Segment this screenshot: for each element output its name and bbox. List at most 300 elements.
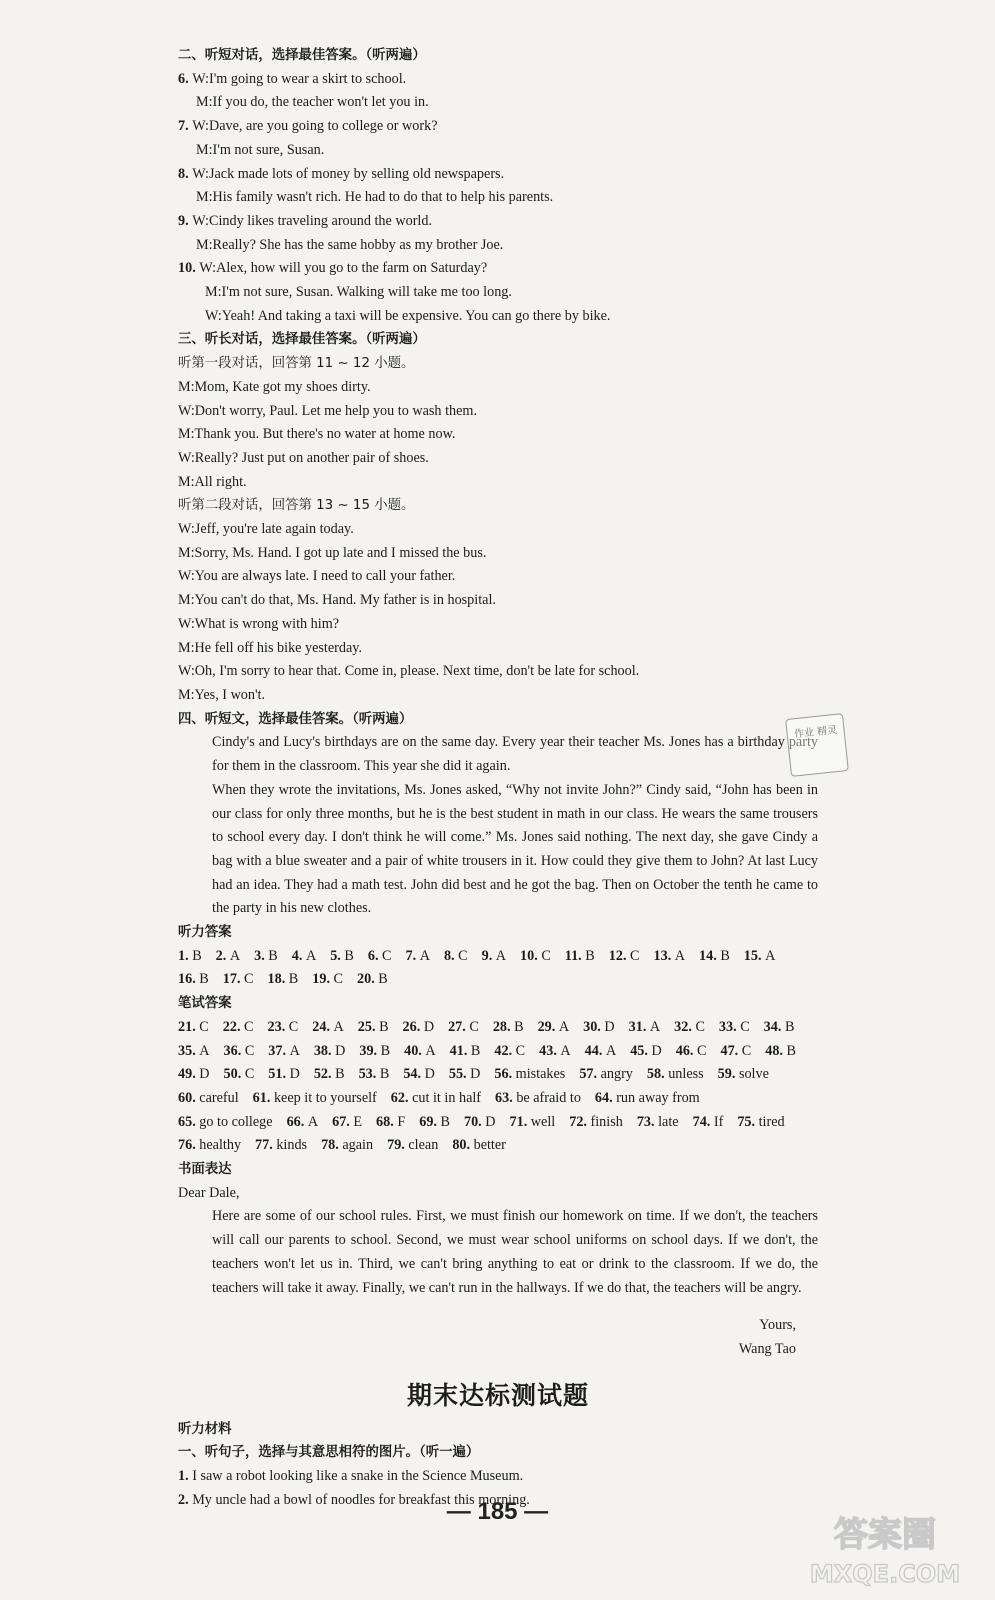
section-3-header: 三、听长对话，选择最佳答案。（听两遍） <box>178 332 426 348</box>
long-dialogue-2-intro: 听第二段对话，回答第 13 ~ 15 小题。 <box>178 498 415 514</box>
answer-item <box>178 1087 239 1111</box>
answer-value: better <box>473 1137 506 1154</box>
answer-item <box>744 945 776 969</box>
answer-value: C <box>382 947 392 964</box>
answer-value: C <box>695 1018 705 1035</box>
answer-number: 43. <box>539 1042 561 1059</box>
section-1-header: 一、听句子，选择与其意思相符的图片。（听一遍） <box>178 1445 480 1461</box>
answer-item <box>178 968 209 992</box>
answer-number: 65. <box>178 1113 200 1130</box>
answer-number: 3. <box>254 947 269 964</box>
answer-number: 80. <box>452 1137 474 1154</box>
answer-number: 46. <box>675 1042 697 1059</box>
answer-value: B <box>470 1042 481 1059</box>
answer-value: A <box>649 1018 661 1035</box>
sentence-text: I saw a robot looking like a snake in the Science Museum. <box>192 1468 524 1485</box>
answer-value: A <box>305 947 317 964</box>
answer-number: 55. <box>448 1066 471 1083</box>
answer-number: 68. <box>376 1113 398 1130</box>
answer-value: go to college <box>199 1113 273 1130</box>
answer-number: 79. <box>387 1137 409 1154</box>
answer-number: 52. <box>313 1066 336 1083</box>
question-number: 7. <box>178 118 193 135</box>
answer-item <box>583 1016 615 1040</box>
answer-item <box>629 1016 661 1040</box>
answer-item <box>268 968 299 992</box>
question-number: 2. <box>178 1491 193 1508</box>
answer-value: A <box>560 1042 571 1059</box>
answer-item <box>359 1040 390 1064</box>
answer-value: C <box>741 1042 752 1059</box>
exam-title: 期末达标测试题 <box>406 1380 589 1410</box>
answer-number: 78. <box>321 1137 343 1154</box>
answer-item <box>464 1111 496 1135</box>
answer-item <box>178 945 202 969</box>
answer-number: 36. <box>223 1042 245 1059</box>
answer-number: 23. <box>267 1018 289 1035</box>
answer-number: 9. <box>481 947 496 964</box>
answer-value: B <box>514 1018 524 1035</box>
listening-answers <box>178 945 818 992</box>
dialogue-line <box>178 210 818 234</box>
dialogue-line: M:All right. <box>178 473 247 490</box>
section-2-header: 二、听短对话，选择最佳答案。（听两遍） <box>178 48 426 63</box>
answer-value: B <box>720 947 730 964</box>
answer-value: angry <box>600 1066 633 1083</box>
answer-item <box>630 1040 662 1064</box>
answer-number: 12. <box>608 947 631 964</box>
long-dialogue-2 <box>178 518 818 708</box>
answer-item <box>510 1111 556 1135</box>
written-answers <box>178 1016 818 1158</box>
dialogue-text: W:Jack made lots of money by selling old newspapers. <box>192 165 505 182</box>
answer-item <box>595 1087 700 1111</box>
answer-number: 4. <box>291 947 306 964</box>
answer-value: C <box>469 1018 479 1035</box>
dialogue-line: M:Yes, I won't. <box>178 686 266 703</box>
question-number: 8. <box>178 165 193 182</box>
answer-item <box>268 1040 300 1064</box>
dialogue-line: M:His family wasn't rich. He had to do that to help his parents. <box>196 189 554 206</box>
answer-item <box>419 1111 450 1135</box>
answer-item <box>268 1016 299 1040</box>
answer-number: 63. <box>495 1089 517 1106</box>
dialogue-line: W:Yeah! And taking a taxi will be expensive. You can go there by bike. <box>205 307 611 324</box>
dialogue-line: M:Sorry, Ms. Hand. I got up late and I missed the bus. <box>178 544 487 561</box>
passage-text-2: When they wrote the invitations, Ms. Jones asked, “Why not invite John?” Cindy said, “John has been in our class for only three months, but he is the best student in math in our class. He wears the same trousers to school every day. I don't think he will come.” Ms. Jones said nothing. The next day, she gave Cindy a bag with a blue sweater and a pair of white trousers in it. How could they give them to John? At last Lucy had an idea. They had a math test. John did best and he got the bag. Then on October the tenth he came to the party in his new clothes. <box>212 781 818 917</box>
answer-number: 6. <box>367 947 383 964</box>
answer-item <box>718 1063 769 1087</box>
answer-value: A <box>674 947 686 964</box>
answer-value: C <box>333 971 343 988</box>
answer-value: clean <box>408 1137 439 1154</box>
answer-value: A <box>289 1042 300 1059</box>
answer-value: B <box>192 947 202 964</box>
dialogue-line: M:I'm not sure, Susan. Walking will take me too long. <box>205 284 512 301</box>
answer-value: D <box>335 1042 346 1059</box>
long-dialogue-1-intro: 听第一段对话，回答第 11 ~ 12 小题。 <box>178 356 415 372</box>
answer-item <box>223 968 254 992</box>
answer-item <box>444 945 468 969</box>
answer-number: 18. <box>267 971 289 988</box>
dialogue-text: W:I'm going to wear a skirt to school. <box>192 70 407 87</box>
answer-number: 10. <box>520 947 542 964</box>
answer-item <box>314 1040 346 1064</box>
answer-item <box>178 1016 209 1040</box>
answer-value: A <box>229 947 241 964</box>
answer-item <box>403 1016 435 1040</box>
answer-number: 2. <box>215 947 230 964</box>
material-header: 听力材料 <box>178 1421 232 1437</box>
answer-item <box>376 1111 405 1135</box>
answer-value: B <box>288 971 299 988</box>
answer-item <box>254 945 278 969</box>
answer-number: 62. <box>390 1089 413 1106</box>
answer-number: 30. <box>583 1018 605 1035</box>
answer-value: F <box>397 1113 406 1130</box>
answer-value: B <box>380 1042 391 1059</box>
page-number: — 185 — <box>446 1498 549 1525</box>
answer-number: 61. <box>252 1089 274 1106</box>
answer-item <box>321 1134 373 1158</box>
answer-value: well <box>530 1113 556 1130</box>
answer-value: B <box>440 1113 450 1130</box>
answer-item <box>647 1063 704 1087</box>
answer-item <box>579 1063 633 1087</box>
answer-item <box>452 1134 506 1158</box>
answer-item <box>330 945 354 969</box>
answer-value: A <box>425 1042 436 1059</box>
answer-item <box>312 968 343 992</box>
passage-text-1: Cindy's and Lucy's birthdays are on the same day. Every year their teacher Ms. Jones has a birthday party for them in the classroom. This year she did it again. <box>212 734 818 775</box>
answer-item <box>493 1016 524 1040</box>
answer-value: C <box>244 1066 255 1083</box>
answer-value: D <box>423 1018 435 1035</box>
answer-number: 77. <box>255 1137 277 1154</box>
answer-item <box>404 1040 436 1064</box>
answer-item <box>178 1040 210 1064</box>
answer-value: be afraid to <box>516 1089 581 1106</box>
answer-number: 14. <box>699 947 721 964</box>
answer-number: 71. <box>509 1113 531 1130</box>
answer-value: B <box>335 1066 345 1083</box>
answer-value: C <box>541 947 551 964</box>
writing-header: 书面表达 <box>178 1162 232 1178</box>
answer-value: D <box>470 1066 481 1083</box>
answer-number: 56. <box>494 1066 516 1083</box>
answer-number: 44. <box>584 1042 606 1059</box>
answer-number: 19. <box>312 971 334 988</box>
answer-number: 28. <box>492 1018 515 1035</box>
answer-item <box>539 1040 571 1064</box>
answer-number: 13. <box>653 947 675 964</box>
answer-item <box>737 1111 784 1135</box>
answer-item <box>609 945 640 969</box>
answer-number: 20. <box>357 971 379 988</box>
answer-item <box>268 1063 300 1087</box>
answer-item <box>495 1087 581 1111</box>
answer-number: 15. <box>743 947 766 964</box>
answer-item <box>538 1016 570 1040</box>
answer-number: 67. <box>332 1113 354 1130</box>
answer-number: 16. <box>178 971 200 988</box>
answer-value: A <box>199 1042 210 1059</box>
answer-item <box>224 1040 255 1064</box>
answer-value: B <box>344 947 354 964</box>
answer-item <box>699 945 730 969</box>
answer-value: late <box>658 1113 679 1130</box>
answer-number: 51. <box>268 1066 290 1083</box>
answer-number: 37. <box>268 1042 290 1059</box>
stamp-logo <box>785 713 849 777</box>
answer-value: A <box>495 947 507 964</box>
answer-number: 75. <box>737 1113 759 1130</box>
answer-value: A <box>605 1042 617 1059</box>
answer-item <box>368 945 392 969</box>
answer-number: 17. <box>222 971 245 988</box>
answer-item <box>565 945 595 969</box>
answer-number: 22. <box>222 1018 245 1035</box>
answer-value: C <box>630 947 640 964</box>
answer-item <box>357 968 388 992</box>
answer-value: D <box>485 1113 496 1130</box>
answer-number: 74. <box>692 1113 714 1130</box>
answer-item <box>482 945 506 969</box>
answer-number: 26. <box>402 1018 424 1035</box>
answer-number: 66. <box>286 1113 308 1130</box>
dialogue-line: M:I'm not sure, Susan. <box>196 141 325 158</box>
answer-value: A <box>765 947 776 964</box>
letter-greeting: Dear Dale, <box>178 1184 240 1201</box>
answer-number: 39. <box>359 1042 381 1059</box>
answer-value: C <box>199 1018 209 1035</box>
dialogue-line <box>178 68 818 92</box>
answer-value: mistakes <box>515 1066 566 1083</box>
answer-item <box>359 1063 390 1087</box>
answer-item <box>223 1016 254 1040</box>
answer-item <box>178 1111 273 1135</box>
question-number: 10. <box>178 260 200 277</box>
answer-value: B <box>379 1066 390 1083</box>
answer-item <box>719 1016 750 1040</box>
answer-item <box>720 1040 751 1064</box>
answer-value: C <box>740 1018 750 1035</box>
dialogue-line: M:Mom, Kate got my shoes dirty. <box>178 378 371 395</box>
answer-number: 27. <box>448 1018 470 1035</box>
answer-value: unless <box>668 1066 704 1083</box>
answer-value: C <box>244 971 254 988</box>
answer-item <box>406 945 430 969</box>
answer-number: 58. <box>646 1066 669 1083</box>
answer-number: 24. <box>312 1018 334 1035</box>
dialogue-line: M:If you do, the teacher won't let you in. <box>196 94 429 111</box>
answer-value: D <box>651 1042 662 1059</box>
answer-value: B <box>268 947 278 964</box>
answer-item <box>494 1063 565 1087</box>
answer-item <box>569 1111 623 1135</box>
answer-item <box>585 1040 617 1064</box>
dialogue-line: W:Jeff, you're late again today. <box>178 521 354 538</box>
written-answers-header: 笔试答案 <box>178 996 232 1012</box>
answer-value: B <box>585 947 595 964</box>
answer-value: C <box>244 1042 255 1059</box>
question-number: 6. <box>178 70 193 87</box>
answer-number: 31. <box>628 1018 650 1035</box>
answer-item <box>178 1134 241 1158</box>
answer-item <box>676 1040 707 1064</box>
passage-paragraph-1 <box>178 731 818 778</box>
answer-item <box>292 945 316 969</box>
answer-number: 11. <box>564 947 586 964</box>
dialogue-line: M:He fell off his bike yesterday. <box>178 639 362 656</box>
answer-item <box>448 1016 479 1040</box>
answer-number: 41. <box>449 1042 471 1059</box>
answer-value: kinds <box>276 1137 308 1154</box>
answer-number: 25. <box>357 1018 380 1035</box>
svg-text:答案圈: 答案圈 <box>834 1515 936 1555</box>
watermark-logo <box>790 1508 980 1594</box>
answer-item <box>314 1063 345 1087</box>
dialogue-line <box>178 163 818 187</box>
answer-value: C <box>288 1018 299 1035</box>
answer-value: C <box>244 1018 254 1035</box>
answer-value: B <box>784 1018 795 1035</box>
dialogue-line: W:What is wrong with him? <box>178 615 340 632</box>
answer-number: 50. <box>223 1066 245 1083</box>
answer-number: 1. <box>178 947 193 964</box>
dialogue-line: W:Oh, I'm sorry to hear that. Come in, please. Next time, don't be late for school. <box>178 663 640 680</box>
answer-value: tired <box>758 1113 785 1130</box>
long-dialogue-1 <box>178 376 818 495</box>
answer-value: C <box>458 947 468 964</box>
answer-value: B <box>786 1042 796 1059</box>
answer-item <box>520 945 551 969</box>
answer-number: 34. <box>763 1018 785 1035</box>
answer-number: 54. <box>403 1066 425 1083</box>
section-4-header: 四、听短文，选择最佳答案。（听两遍） <box>178 711 413 727</box>
answer-item <box>391 1087 481 1111</box>
answer-value: D <box>199 1066 210 1083</box>
answer-value: keep it to yourself <box>273 1089 377 1106</box>
answer-value: healthy <box>199 1137 242 1154</box>
answer-number: 32. <box>674 1018 696 1035</box>
watermark-text: MXQE.COM <box>809 1560 961 1588</box>
answer-value: run away from <box>616 1089 700 1106</box>
dialogue-text: W:Cindy likes traveling around the world. <box>192 212 433 229</box>
answer-number: 35. <box>178 1042 200 1059</box>
answer-item <box>693 1111 724 1135</box>
letter-closing: Yours, <box>759 1317 796 1334</box>
answer-item <box>674 1016 705 1040</box>
letter-signature: Wang Tao <box>738 1340 796 1357</box>
answer-number: 73. <box>636 1113 659 1130</box>
answer-number: 40. <box>404 1042 426 1059</box>
answer-number: 53. <box>358 1066 380 1083</box>
answer-number: 59. <box>717 1066 739 1083</box>
answer-item <box>253 1087 377 1111</box>
sentence-text: My uncle had a bowl of noodles for breakfast this morning. <box>192 1491 530 1508</box>
answer-item <box>255 1134 307 1158</box>
answer-item <box>387 1134 438 1158</box>
answer-item <box>358 1016 389 1040</box>
dialogue-line: M:You can't do that, Ms. Hand. My father is in hospital. <box>178 592 496 609</box>
answer-number: 38. <box>313 1042 336 1059</box>
answer-item <box>224 1063 255 1087</box>
dialogue-line: W:Don't worry, Paul. Let me help you to wash them. <box>178 402 477 419</box>
answer-value: B <box>379 1018 389 1035</box>
answer-number: 8. <box>443 947 459 964</box>
answer-number: 21. <box>178 1018 200 1035</box>
answer-item <box>449 1063 481 1087</box>
letter-body-text: Here are some of our school rules. First, we must finish our homework on time. If we don't, the teachers will call our parents to school. Second, we must wear school uniforms on school days. If we don't, the teachers won't let us in. Third, we can't bring anything to eat or drink to the classroom. If we do, the teachers will take it away. Finally, we can't run in the hallways. If we do that, the teachers will be angry. <box>212 1208 818 1296</box>
question-number: 9. <box>178 212 193 229</box>
dialogue-line <box>178 115 818 139</box>
answer-value: D <box>424 1066 435 1083</box>
answer-item <box>450 1040 481 1064</box>
answer-number: 76. <box>178 1137 200 1154</box>
answer-value: finish <box>590 1113 623 1130</box>
answer-item <box>403 1063 435 1087</box>
answer-value: A <box>333 1018 344 1035</box>
answer-item <box>216 945 240 969</box>
answer-value: A <box>307 1113 319 1130</box>
answer-number: 42. <box>494 1042 516 1059</box>
dialogue-text: W:Alex, how will you go to the farm on Saturday? <box>199 260 488 277</box>
answer-value: cut it in half <box>412 1089 482 1106</box>
answer-value: D <box>604 1018 615 1035</box>
answer-value: E <box>353 1113 363 1130</box>
answer-number: 72. <box>569 1113 591 1130</box>
dialogue-text: W:Dave, are you going to college or work? <box>192 118 438 135</box>
answer-value: again <box>342 1137 374 1154</box>
sentence-line <box>178 1465 818 1489</box>
content-column <box>178 44 818 1512</box>
dialogue-line: M:Really? She has the same hobby as my brother Joe. <box>196 236 504 253</box>
answer-item <box>654 945 686 969</box>
answer-value: A <box>558 1018 570 1035</box>
answer-number: 69. <box>419 1113 441 1130</box>
answer-item <box>312 1016 344 1040</box>
answer-number: 5. <box>330 947 345 964</box>
dialogue-line: M:Thank you. But there's no water at home now. <box>178 426 456 443</box>
answer-value: C <box>697 1042 707 1059</box>
answer-value: B <box>378 971 388 988</box>
answer-value: careful <box>199 1089 239 1106</box>
passage-paragraph-2 <box>178 779 818 921</box>
answer-number: 33. <box>718 1018 741 1035</box>
answer-value: If <box>713 1113 724 1130</box>
answer-number: 48. <box>765 1042 787 1059</box>
answer-value: C <box>515 1042 526 1059</box>
question-number: 1. <box>178 1468 193 1485</box>
answer-number: 57. <box>579 1066 601 1083</box>
answer-number: 47. <box>720 1042 742 1059</box>
listening-answers-header: 听力答案 <box>178 925 232 941</box>
answer-item <box>178 1063 210 1087</box>
answer-value: B <box>199 971 209 988</box>
dialogue-line: W:Really? Just put on another pair of shoes. <box>178 449 429 466</box>
answer-item <box>765 1040 796 1064</box>
answer-number: 49. <box>178 1066 200 1083</box>
answer-number: 60. <box>178 1089 200 1106</box>
short-dialogues <box>178 68 818 329</box>
answer-number: 64. <box>594 1089 617 1106</box>
answer-item <box>637 1111 679 1135</box>
answer-item <box>332 1111 362 1135</box>
answer-value: solve <box>738 1066 769 1083</box>
dialogue-line <box>178 257 818 281</box>
stamp-text: 作业 精灵 <box>793 724 838 741</box>
